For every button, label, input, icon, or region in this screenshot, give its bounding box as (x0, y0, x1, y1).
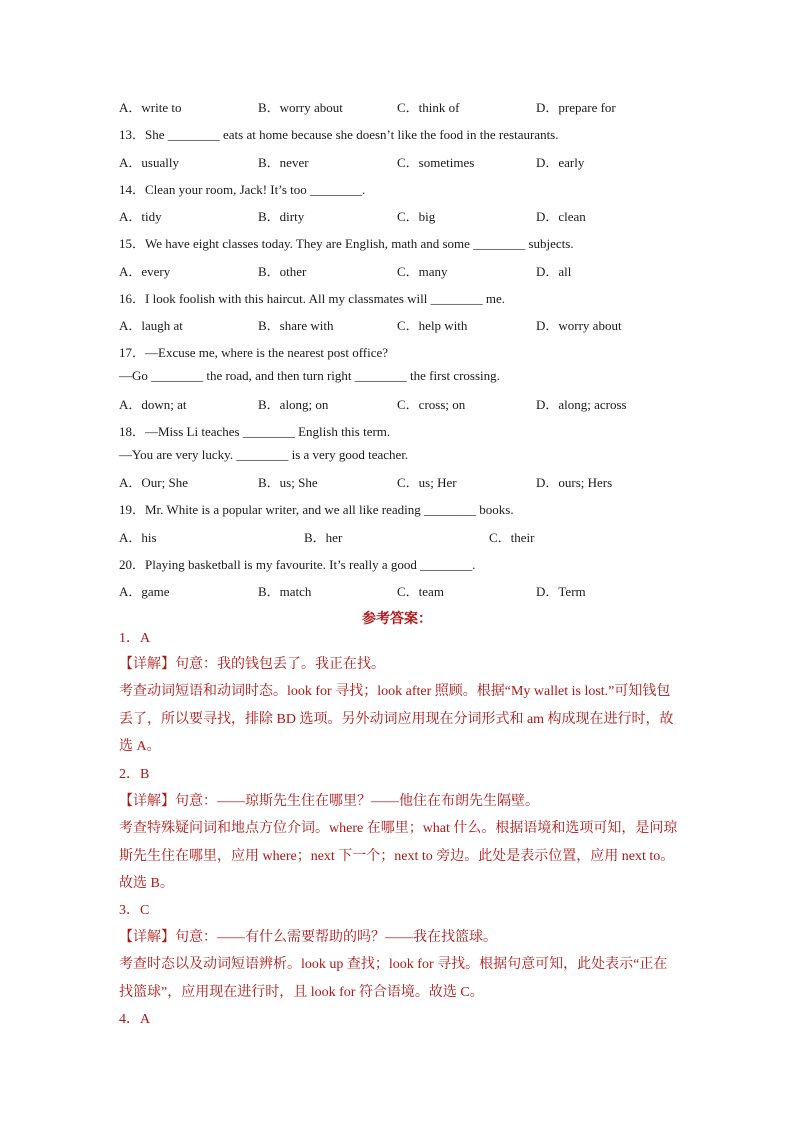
question-stem: 13．She ________ eats at home because she doesn’t like the food in the restaurants. (119, 127, 559, 142)
option-d: D．clean (536, 209, 586, 224)
option-a: A．write to (119, 100, 182, 115)
question-stem: 14．Clean your room, Jack! It’s too ________. (119, 182, 366, 197)
option-b: B．us; She (258, 475, 318, 490)
option-b: B．along; on (258, 397, 329, 412)
question-stem: 15．We have eight classes today. They are English, math and some ________ subjects. (119, 236, 574, 251)
option-d: D．early (536, 155, 585, 170)
option-b: B．worry about (258, 100, 343, 115)
option-c: C．many (397, 264, 448, 279)
option-a: A．usually (119, 155, 179, 170)
detail-tag: 【详解】 (119, 657, 175, 672)
option-c: C．help with (397, 318, 468, 333)
option-a: A．down; at (119, 397, 187, 412)
question-stem: 19．Mr. White is a popular writer, and we all like reading ________ books. (119, 502, 514, 517)
explanation-line: 故选 B。 (119, 876, 174, 891)
question-stem: 20．Playing basketball is my favourite. It’s really a good ________. (119, 557, 476, 572)
option-a: A．his (119, 530, 157, 545)
question-stem: 18．—Miss Li teaches ________ English this term. (119, 424, 391, 439)
option-b: B．match (258, 584, 312, 599)
answer-number: 4．A (119, 1012, 151, 1027)
answer-detail (119, 926, 497, 946)
option-a: A．tidy (119, 209, 162, 224)
answer-title: 参考答案： (362, 612, 432, 627)
option-c: C．their (489, 530, 535, 545)
option-c: C．team (397, 584, 444, 599)
answer-number: 2．B (119, 767, 150, 782)
option-c: C．cross; on (397, 397, 466, 412)
option-b: B．share with (258, 318, 334, 333)
detail-tag: 【详解】 (119, 794, 175, 809)
option-a: A．every (119, 264, 171, 279)
question-stem: 16．I look foolish with this haircut. All my classmates will ________ me. (119, 291, 505, 306)
explanation-line: 选 A。 (119, 739, 161, 754)
option-c: C．us; Her (397, 475, 457, 490)
option-d: D．Term (536, 584, 586, 599)
option-d: D．all (536, 264, 572, 279)
question-stem-line-2: —Go ________ the road, and then turn right ________ the first crossing. (119, 368, 500, 383)
option-b: B．her (304, 530, 343, 545)
answer-detail (119, 790, 539, 810)
option-d: D．worry about (536, 318, 622, 333)
option-d: D．along; across (536, 397, 627, 412)
option-b: B．other (258, 264, 307, 279)
question-stem: 17．—Excuse me, where is the nearest post office? (119, 345, 389, 360)
answer-detail (119, 653, 385, 673)
option-d: D．prepare for (536, 100, 616, 115)
explanation-line: 找篮球”，应用现在进行时，且 look for 符合语境。故选 C。 (119, 985, 484, 1000)
explanation-line: 丢了，所以要寻找，排除 BD 选项。另外动词应用现在分词形式和 am 构成现在进行时，故 (119, 712, 674, 727)
detail-tag: 【详解】 (119, 930, 175, 945)
explanation-line: 考查动词短语和动词时态。look for 寻找；look after 照顾。根据“My wallet is lost.”可知钱包 (119, 684, 671, 699)
explanation-line: 斯先生住在哪里，应用 where；next 下一个；next to 旁边。此处是表示位置，应用 next to。 (119, 849, 675, 864)
option-c: C．think of (397, 100, 460, 115)
detail-text: 句意：——有什么需要帮助的吗？——我在找篮球。 (175, 930, 497, 945)
option-b: B．dirty (258, 209, 305, 224)
option-c: C．sometimes (397, 155, 475, 170)
question-stem-line-2: —You are very lucky. ________ is a very good teacher. (119, 447, 409, 462)
answer-number: 3．C (119, 903, 150, 918)
detail-text: 句意：我的钱包丢了。我正在找。 (175, 657, 385, 672)
option-a: A．game (119, 584, 170, 599)
explanation-line: 考查特殊疑问词和地点方位介词。where 在哪里；what 什么。根据语境和选项可知，是问琼 (119, 821, 678, 836)
option-c: C．big (397, 209, 436, 224)
option-a: A．laugh at (119, 318, 183, 333)
option-d: D．ours; Hers (536, 475, 613, 490)
option-b: B．never (258, 155, 309, 170)
detail-text: 句意：——琼斯先生住在哪里？——他住在布朗先生隔壁。 (175, 794, 539, 809)
option-a: A．Our; She (119, 475, 188, 490)
answer-number: 1．A (119, 631, 151, 646)
explanation-line: 考查时态以及动词短语辨析。look up 查找；look for 寻找。根据句意可知，此处表示“正在 (119, 957, 668, 972)
